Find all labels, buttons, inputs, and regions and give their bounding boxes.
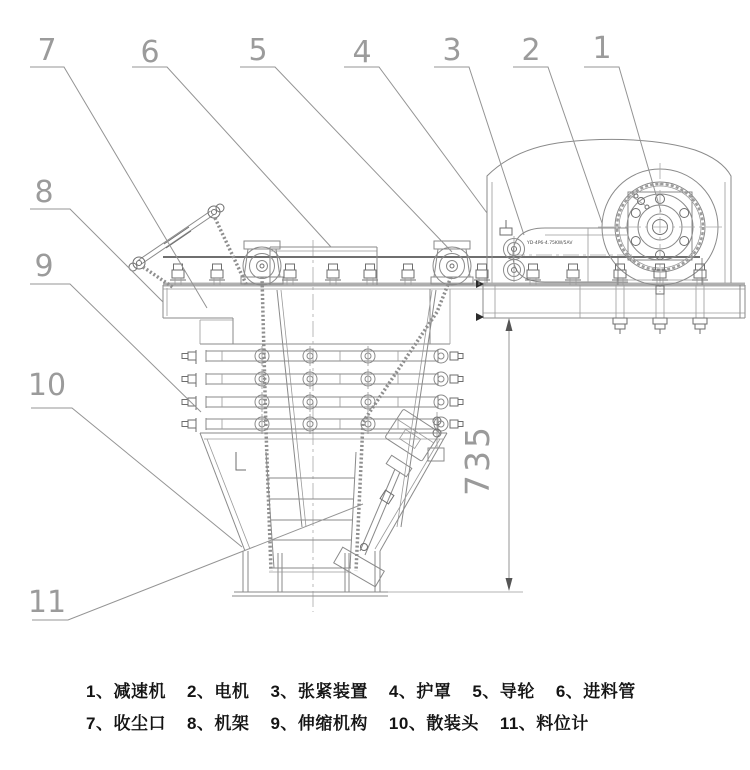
svg-text:6: 6 [140,35,160,70]
anchor-bolt [693,285,707,334]
svg-text:3: 3 [442,33,462,68]
svg-text:7: 7 [37,33,57,68]
legend-item-8: 8、机架 [186,714,250,733]
feed-pipe [270,240,436,612]
legend-item-2: 2、电机 [186,682,250,701]
anchor-bolt [613,285,627,334]
dimension-text: 735 [458,424,497,496]
legend-item-5: 5、导轮 [472,682,535,701]
svg-text:1: 1 [592,31,612,66]
svg-text:9: 9 [34,249,54,284]
legend-item-3: 3、张紧装置 [270,682,368,701]
callout-5 [240,33,452,252]
callout-4 [344,35,487,213]
tension-device [500,220,525,282]
legend-item-6: 6、进料管 [555,682,636,701]
callout-1 [584,31,661,212]
callouts [28,31,661,620]
legend-item-7: 7、收尘口 [86,714,166,733]
callout-7 [30,33,207,308]
svg-text:5: 5 [248,33,268,68]
legend-row-2 [86,709,589,734]
telescopic-row [182,414,463,434]
svg-text:11: 11 [27,585,67,620]
legend-item-11: 11、料位计 [499,714,589,733]
hanging-chains [262,277,451,571]
frame-beam [163,283,745,344]
svg-text:2: 2 [521,33,541,68]
legend-item-9: 9、伸缩机构 [270,714,368,733]
protective-cover [487,139,731,283]
drive-platform [476,280,745,334]
anchor-bolt [653,285,667,334]
motor-spec-label: YD-4P6-4.75KW/5AV [527,241,573,246]
dimension-735 [458,318,513,591]
callout-2 [513,33,602,223]
legend-item-1: 1、减速机 [86,682,166,701]
svg-text:10: 10 [27,368,67,403]
svg-text:8: 8 [34,175,54,210]
callout-10 [28,368,242,547]
callout-6 [132,35,331,247]
callout-3 [434,33,524,235]
legend-row-1 [86,677,636,702]
legend-item-4: 4、护罩 [388,682,452,701]
svg-text:4: 4 [352,35,372,70]
telescopic-row [182,369,463,389]
legend-item-10: 10、散装头 [388,714,479,733]
